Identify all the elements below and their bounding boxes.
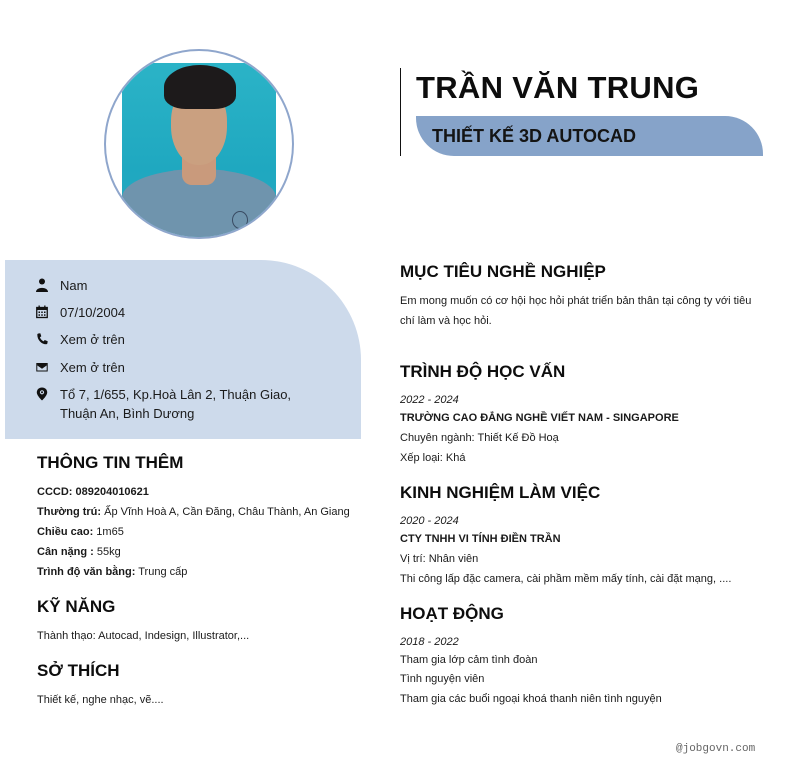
education-grade: Xếp loại: Khá — [400, 452, 466, 464]
contact-address: Tổ 7, 1/655, Kp.Hoà Lân 2, Thuận Giao, Thuận An, Bình Dương — [36, 385, 330, 423]
education-major: Chuyên ngành: Thiết Kế Đồ Hoạ — [400, 432, 559, 444]
education-school: TRƯỜNG CAO ĐẲNG NGHỀ VIẾT NAM - SINGAPORE — [400, 412, 679, 424]
experience-position: Vị trí: Nhân viên — [400, 553, 479, 565]
additional-info-heading: THÔNG TIN THÊM — [37, 453, 184, 472]
hobbies-heading: SỞ THÍCH — [37, 661, 120, 680]
experience-company: CTY TNHH VI TÍNH ĐIỀN TRẦN — [400, 533, 561, 545]
info-id-number: CCCD: 089204010621 — [37, 486, 149, 498]
education-period: 2022 - 2024 — [400, 394, 459, 406]
activities-heading: HOẠT ĐỘNG — [400, 604, 504, 623]
activity-item: Tình nguyện viên — [400, 673, 485, 685]
calendar-icon — [36, 305, 48, 319]
avatar — [104, 49, 294, 239]
hobbies-text: Thiết kế, nghe nhạc, vẽ.... — [37, 694, 164, 706]
contact-gender: Nam — [36, 276, 330, 295]
experience-period: 2020 - 2024 — [400, 515, 459, 527]
info-qualification: Trình độ văn bằng: Trung cấp — [37, 566, 188, 578]
profile-photo — [122, 63, 276, 239]
person-icon — [36, 278, 48, 292]
job-title-banner — [416, 116, 763, 156]
activity-item: Tham gia các buổi ngoại khoá thanh niên tình nguyện — [400, 693, 662, 705]
info-height: Chiều cao: 1m65 — [37, 526, 124, 538]
candidate-name: TRẦN VĂN TRUNG — [416, 70, 700, 105]
watermark: @jobgovn.com — [676, 743, 756, 755]
contact-email: Xem ở trên — [36, 358, 330, 377]
info-residence: Thường trú: Ấp Vĩnh Hoà A, Cần Đăng, Châu Thành, An Giang — [37, 506, 350, 518]
skills-text: Thành thạo: Autocad, Indesign, Illustrator,... — [37, 630, 250, 642]
experience-heading: KINH NGHIỆM LÀM VIỆC — [400, 483, 601, 502]
info-weight: Cân nặng : 55kg — [37, 546, 121, 558]
skills-heading: KỸ NĂNG — [37, 597, 116, 616]
contact-phone: Xem ở trên — [36, 330, 330, 349]
phone-icon — [36, 332, 48, 346]
objective-text: Em mong muốn có cơ hội học hỏi phát triển bản thân tại công ty với tiêu chí làm và học hỏi. — [400, 295, 752, 327]
job-title: THIẾT KẾ 3D AUTOCAD — [432, 126, 637, 146]
activity-item: Tham gia lớp cảm tình đoàn — [400, 654, 538, 666]
envelope-icon — [36, 360, 48, 374]
objective-heading: MỤC TIÊU NGHỀ NGHIỆP — [400, 262, 606, 281]
header-divider — [400, 68, 401, 156]
experience-description: Thi công lấp đặc camera, cài phầm mềm mấy tính, cài đặt mạng, .... — [400, 573, 732, 585]
map-pin-icon — [36, 387, 48, 401]
activities-period: 2018 - 2022 — [400, 636, 459, 648]
education-heading: TRÌNH ĐỘ HỌC VẤN — [400, 362, 566, 381]
contact-birthday: 07/10/2004 — [36, 303, 330, 322]
